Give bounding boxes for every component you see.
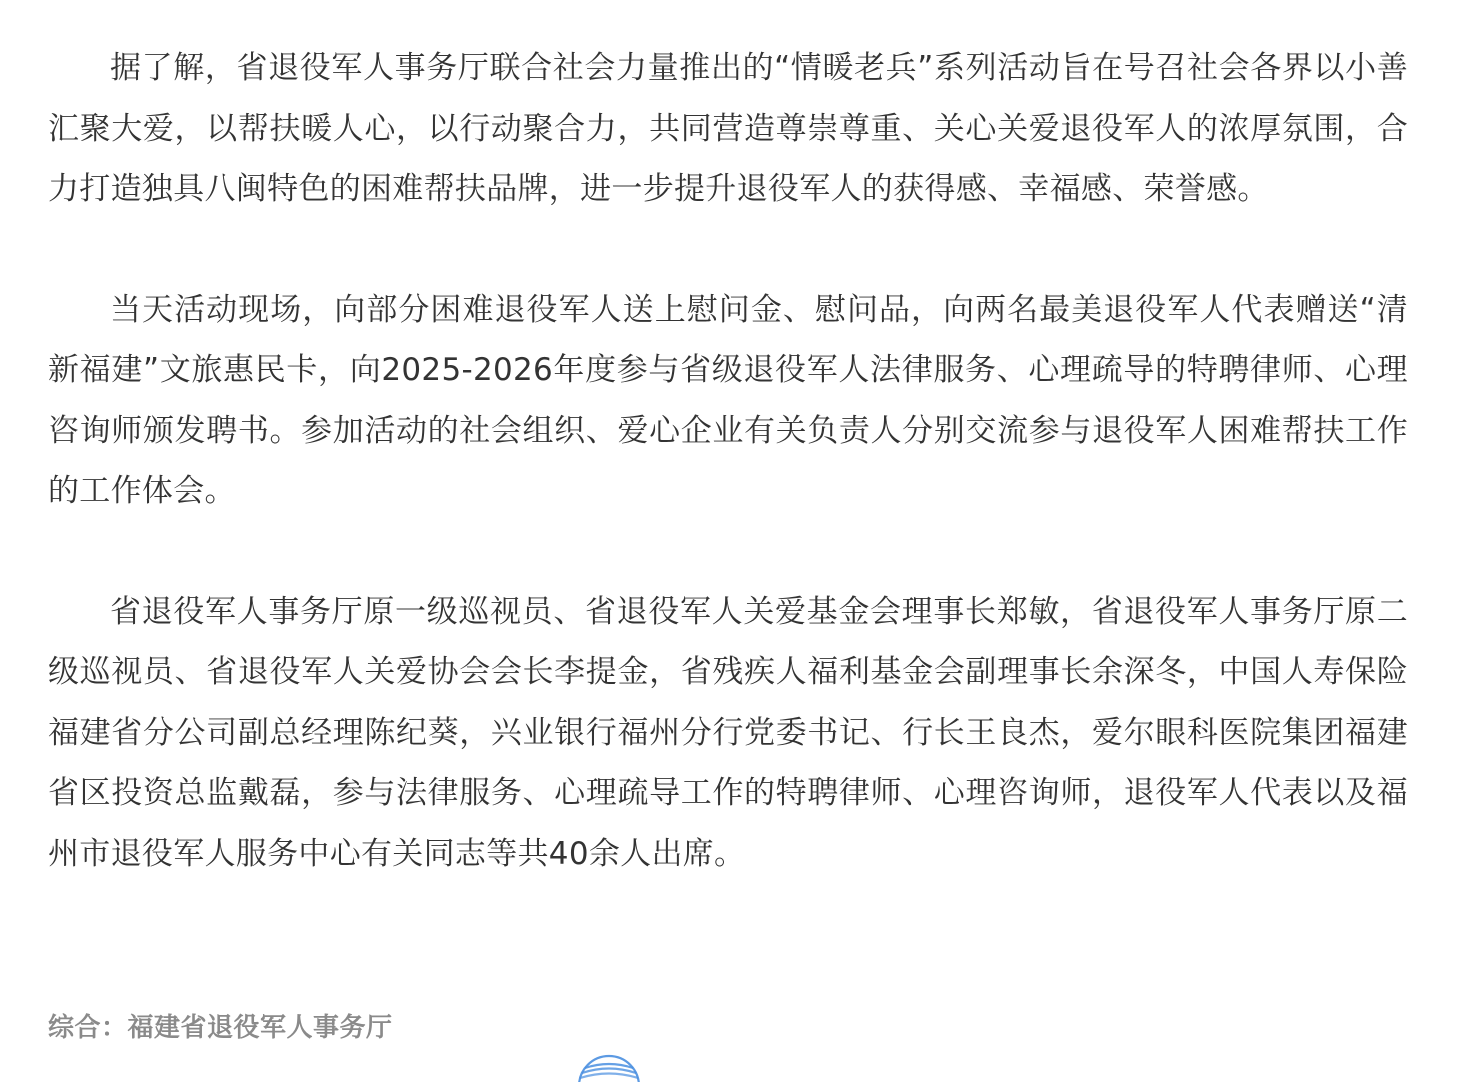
article-source: 综合：福建省退役军人事务厅	[48, 1013, 393, 1043]
article-body	[48, 38, 1408, 884]
article-paragraph-1: 据了解，省退役军人事务厅联合社会力量推出的“情暖老兵”系列活动旨在号召社会各界以小善汇聚大爱，以帮扶暖人心，以行动聚合力，共同营造尊崇尊重、关心关爱退役军人的浓厚氛围，合力打造独具八闽特色的困难帮扶品牌，进一步提升退役军人的获得感、幸福感、荣誉感。	[48, 50, 1408, 207]
article-paragraph-3: 省退役军人事务厅原一级巡视员、省退役军人关爱基金会理事长郑敏，省退役军人事务厅原二级巡视员、省退役军人关爱协会会长李提金，省残疾人福利基金会副理事长余深冬，中国人寿保险福建省分公司副总经理陈纪葵，兴业银行福州分行党委书记、行长王良杰，爱尔眼科医院集团福建省区投资总监戴磊，参与法律服务、心理疏导工作的特聘律师、心理咨询师，退役军人代表以及福州市退役军人服务中心有关同志等共40余人出席。	[48, 593, 1408, 872]
circular-logo-icon	[577, 1054, 641, 1082]
article-paragraph-2: 当天活动现场，向部分困难退役军人送上慰问金、慰问品，向两名最美退役军人代表赠送“清新福建”文旅惠民卡，向2025-2026年度参与省级退役军人法律服务、心理疏导的特聘律师、心理咨询师颁发聘书。参加活动的社会组织、爱心企业有关负责人分别交流参与退役军人困难帮扶工作的工作体会。	[48, 291, 1408, 509]
